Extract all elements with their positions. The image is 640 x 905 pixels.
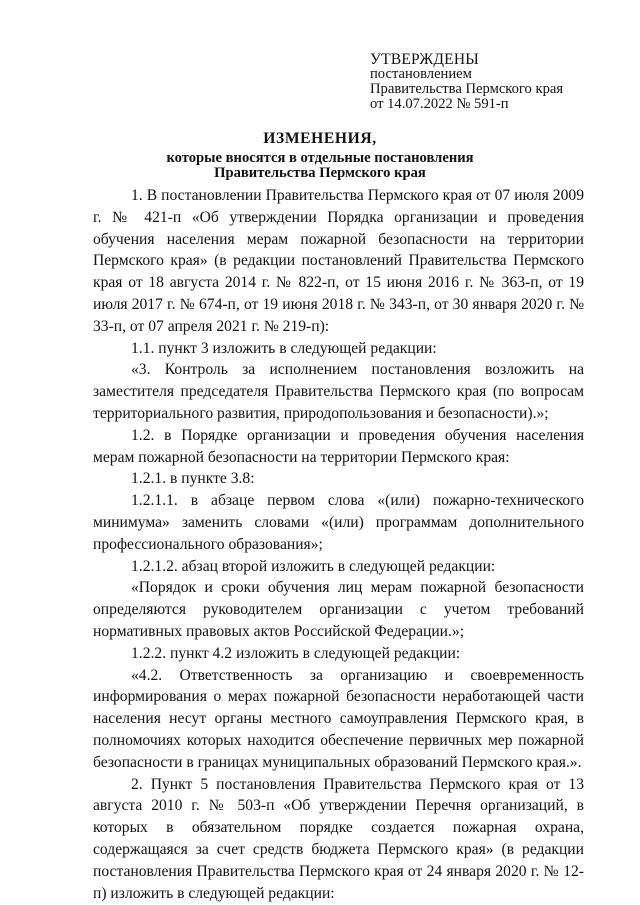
paragraph: «4.2. Ответственность за организацию и своевременность информирования о мерах пожарной безопасности неработающей части населения несут органы местного самоуправления Пермского края, в полномочиях которых находится обеспечение первичных мер пожарной безопасности в границах муниципальных образований Пермского края.». bbox=[93, 666, 584, 771]
approval-title: УТВЕРЖДЕНЫ bbox=[370, 51, 479, 68]
paragraph: 1.2.1.1. в абзаце первом слова «(или) пожарно-технического минимума» заменить словами «(или) программам дополнительного профессионального образования»; bbox=[93, 492, 584, 553]
paragraph: 1.2.1.2. абзац второй изложить в следующей редакции: bbox=[131, 557, 496, 575]
paragraph: 1. В постановлении Правительства Пермского края от 07 июля 2009 г. № 421-п «Об утверждении Порядка организации и проведения обучения населения мерам пожарной безопасности на территории Пермского края» (в редакции постановлений Правительства Пермского края от 18 августа 2014 г. № 822-п, от 15 июня 2016 г. № 363-п, от 19 июля 2017 г. № 674-п, от 19 июня 2018 г. № 343-п, от 30 января 2020 г. № 33-п, от 07 апреля 2021 г. № 219-п): bbox=[93, 187, 584, 335]
approval-stamp bbox=[370, 52, 563, 112]
approval-line: Правительства Пермского края bbox=[370, 81, 564, 97]
document-body bbox=[93, 185, 584, 904]
paragraph: 2. Пункт 5 постановления Правительства Пермского края от 13 августа 2010 г. № 503-п «Об утверждении Перечня организаций, в которых в обязательном порядке создается пожарная охрана, содержащаяся за счет средств бюджета Пермского края» (в редакции постановления Правительства Пермского края от 24 января 2020 г. № 12-п) изложить в следующей редакции: bbox=[93, 775, 584, 902]
document-heading bbox=[0, 130, 640, 181]
approval-line: постановлением bbox=[370, 66, 472, 82]
paragraph: «Порядок и сроки обучения лиц мерам пожарной безопасности определяются руководителем организации с учетом требований нормативных правовых актов Российской Федерации.»; bbox=[93, 579, 584, 640]
paragraph: 1.2.2. пункт 4.2 изложить в следующей редакции: bbox=[131, 644, 461, 662]
document-title: ИЗМЕНЕНИЯ, bbox=[263, 130, 377, 147]
paragraph: «3. Контроль за исполнением постановления возложить на заместителя председателя Правительства Пермского края (по вопросам территориального развития, природопользования и безопасности).»; bbox=[93, 361, 584, 422]
document-subtitle: Правительства Пермского края bbox=[214, 165, 426, 181]
document-subtitle: которые вносятся в отдельные постановления bbox=[166, 150, 474, 166]
paragraph: 1.2.1. в пункте 3.8: bbox=[131, 470, 255, 488]
paragraph: 1.1. пункт 3 изложить в следующей редакции: bbox=[131, 339, 437, 357]
paragraph: 1.2. в Порядке организации и проведения обучения населения мерам пожарной безопасности на территории Пермского края: bbox=[93, 426, 584, 466]
approval-date: от 14.07.2022 № 591-п bbox=[370, 96, 509, 112]
